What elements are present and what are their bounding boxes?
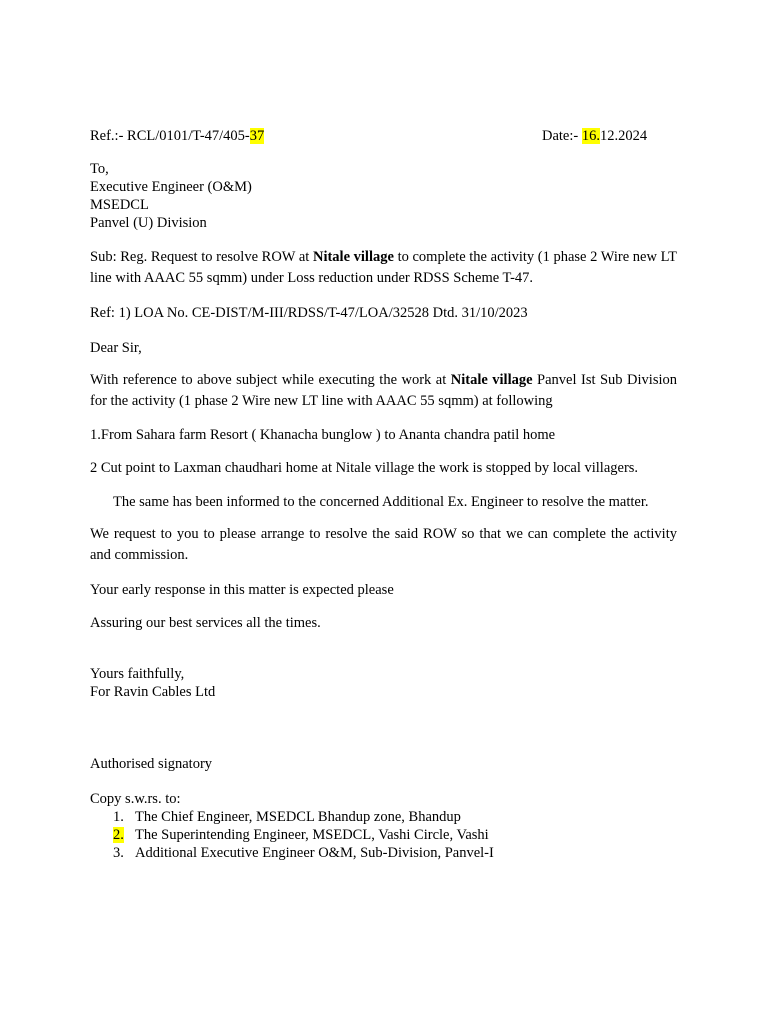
subject-text-1: Sub: Reg. Request to resolve ROW at	[90, 249, 313, 265]
date-rest: 12.2024	[599, 128, 648, 144]
letter-date	[542, 127, 647, 145]
copy-label: Copy s.w.rs. to:	[90, 791, 181, 807]
subject-village: Nitale village	[312, 249, 394, 265]
reference-number	[90, 127, 264, 145]
addressee-line-3: Panvel (U) Division	[90, 215, 207, 231]
request-paragraph: We request to you to please arrange to resolve the said ROW so that we can complete the activity and commission.	[90, 526, 677, 563]
copy-text-3: Additional Executive Engineer O&M, Sub-Division, Panvel-I	[135, 845, 494, 861]
date-prefix: Date:-	[542, 128, 582, 144]
ref-highlight: 37	[249, 128, 265, 144]
point-1: 1.From Sahara farm Resort ( Khanacha bunglow ) to Ananta chandra patil home	[90, 427, 556, 443]
copy-num-1: 1.	[113, 809, 124, 825]
closing: Yours faithfully,	[90, 666, 185, 682]
subject-text-2: to complete the activity (1 phase 2 Wire new LT line with AAAC 55 sqmm) under Loss reduction under RDSS Scheme T-47.	[90, 249, 677, 286]
assuring-paragraph: Assuring our best services all the times.	[90, 615, 321, 631]
copy-item-3	[113, 844, 494, 862]
body-paragraph-1	[90, 370, 677, 412]
body1-village: Nitale village	[450, 372, 533, 388]
copy-item-1	[113, 808, 461, 826]
copy-num-2: 2.	[113, 827, 124, 843]
ref-prefix: Ref.:- RCL/0101/T-47/405-	[90, 128, 250, 144]
copy-text-2: The Superintending Engineer, MSEDCL, Vashi Circle, Vashi	[135, 827, 489, 843]
response-paragraph: Your early response in this matter is expected please	[90, 582, 394, 598]
company-name: For Ravin Cables Ltd	[90, 684, 216, 700]
copy-num-3: 3.	[113, 845, 124, 861]
copy-num-2-wrap	[113, 826, 135, 844]
body1-text-1: With reference to above subject while executing the work at	[90, 372, 451, 388]
signatory: Authorised signatory	[90, 756, 213, 772]
point-2: 2 Cut point to Laxman chaudhari home at Nitale village the work is stopped by local villagers.	[90, 460, 639, 476]
date-day-highlight: 16.	[581, 128, 600, 144]
copy-text-1: The Chief Engineer, MSEDCL Bhandup zone, Bhandup	[135, 809, 461, 825]
to-label: To,	[90, 161, 109, 177]
salutation: Dear Sir,	[90, 340, 142, 356]
body1-text-2: Panvel Ist Sub Division for the activity (1 phase 2 Wire new LT line with AAAC 55 sqmm) at following	[90, 372, 677, 409]
informed-paragraph: The same has been informed to the concerned Additional Ex. Engineer to resolve the matter.	[113, 494, 649, 510]
addressee-line-1: Executive Engineer (O&M)	[90, 179, 252, 195]
addressee-line-2: MSEDCL	[90, 197, 149, 213]
subject-paragraph	[90, 247, 677, 289]
copy-item-2	[113, 826, 489, 844]
loa-reference: Ref: 1) LOA No. CE-DIST/M-III/RDSS/T-47/LOA/32528 Dtd. 31/10/2023	[90, 305, 528, 321]
